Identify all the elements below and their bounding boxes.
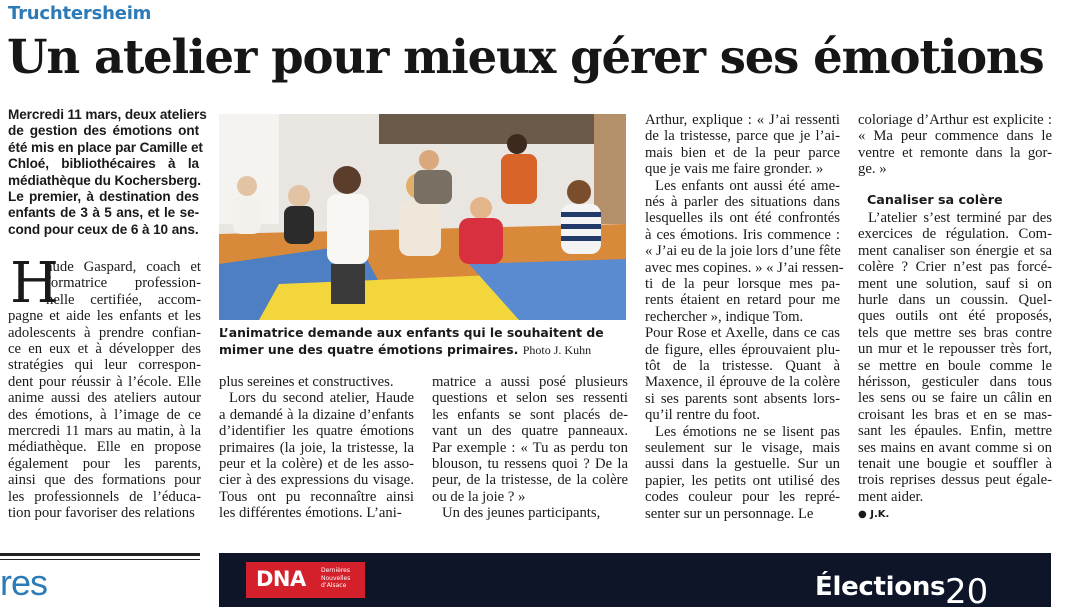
text-line: les enfants se sont placés de- bbox=[432, 406, 628, 423]
section-subhead: Canaliser sa colère bbox=[867, 192, 1003, 207]
text-line: aussi dans la gestuelle. Sur un bbox=[645, 456, 840, 473]
text-line: Un des jeunes participants, bbox=[442, 505, 601, 522]
text-line: Les enfants ont aussi été ame- bbox=[655, 177, 840, 194]
text-line: les professionnels de l’éduca- bbox=[8, 488, 201, 505]
divider-rule-thin bbox=[0, 559, 200, 560]
text-line: senter sur un personnage. Le bbox=[645, 505, 814, 522]
text-line: L’atelier s’est terminé par des bbox=[868, 210, 1052, 226]
signature-text: J.K. bbox=[870, 509, 890, 520]
text-line: stratégies qui leur correspon- bbox=[8, 357, 201, 374]
text-line: médiathèque. Elle en propose bbox=[8, 439, 201, 456]
text-line: primaires (la joie, la tristesse, la bbox=[219, 439, 414, 456]
text-line: Les émotions ne se lisent pas bbox=[655, 423, 840, 440]
text-line: pagne et aide les enfants et les bbox=[8, 308, 201, 325]
text-line: tion pour favoriser des relations bbox=[8, 505, 195, 521]
text-line: ment canaliser son énergie et sa bbox=[858, 242, 1052, 259]
text-line: ventre et remonte dans la gor- bbox=[858, 144, 1052, 161]
photo-credit: Photo J. Kuhn bbox=[522, 343, 592, 357]
text-line: exercices de régulation. Com- bbox=[858, 226, 1052, 243]
author-signature: ● J.K. bbox=[858, 509, 890, 520]
dna-logo-text: DNA bbox=[256, 567, 306, 591]
text-line: Mercredi 11 mars, deux ateliers bbox=[8, 107, 207, 122]
text-line: coloriage d’Arthur est explicite : bbox=[858, 112, 1052, 128]
text-line: mais bien et de la peur parce bbox=[645, 144, 840, 161]
text-line: Tous ont pu reconnaître ainsi bbox=[219, 488, 414, 505]
text-line: ment une solution, sauf si on bbox=[858, 275, 1052, 292]
text-line: « J’ai eu de la joie lors d’une fête bbox=[645, 243, 841, 260]
text-line: formatrice profession- bbox=[46, 275, 201, 292]
text-line: questions et selon ses ressenti bbox=[432, 390, 628, 407]
text-line: à ces émotions. Iris commence : bbox=[645, 226, 840, 243]
text-line: aude Gaspard, coach et bbox=[46, 259, 201, 275]
photo-caption bbox=[219, 324, 629, 359]
text-line: trois reprises dessus peut égale- bbox=[858, 472, 1052, 489]
text-line: tenait une bougie et souffler à bbox=[858, 456, 1052, 472]
text-line: plus sereines et constructives. bbox=[219, 374, 394, 390]
text-line: ses mains en avant comme si on bbox=[858, 439, 1052, 456]
text-line: ce en eux et à développer des bbox=[8, 341, 201, 357]
text-line: a demandé à la dizaine d’enfants bbox=[219, 406, 414, 423]
text-line: ainsi que des formations pour bbox=[8, 472, 201, 489]
text-line: croisant les bras et en se mas- bbox=[858, 406, 1052, 423]
text-line: dent pour réussir à l’école. Elle bbox=[8, 373, 201, 390]
text-line: de gestion des émotions ont bbox=[8, 123, 199, 139]
article-headline: Un atelier pour mieux gérer ses émotions bbox=[7, 29, 1044, 84]
text-line: les différentes émotions. L’ani- bbox=[219, 505, 402, 522]
elections-year: 20 bbox=[945, 572, 989, 612]
text-line: cier à des expressions du visage. bbox=[219, 472, 414, 489]
text-line: également pour les parents, bbox=[8, 455, 201, 472]
text-line: Le premier, à destination des bbox=[8, 189, 199, 204]
text-line: Arthur, explique : « J’ai ressenti bbox=[645, 112, 840, 128]
text-line: médiathèque du Kochersberg. bbox=[8, 172, 201, 188]
text-line: hurle dans un coussin. Quel- bbox=[858, 292, 1052, 308]
text-line: tels que mettre ses bras contre bbox=[858, 324, 1052, 341]
text-line: papier, les petits ont utilisé des bbox=[645, 472, 840, 489]
article-photo bbox=[219, 114, 626, 320]
text-line: seulement sur le visage, mais bbox=[645, 440, 840, 456]
text-line: se mettre en boule comme le bbox=[858, 357, 1052, 374]
text-line: que je vais me faire gronder. » bbox=[645, 161, 824, 178]
text-line: peur et la colère) et de les asso- bbox=[219, 456, 414, 472]
next-article-fragment: res bbox=[0, 562, 48, 603]
elections-label: Élections bbox=[815, 572, 946, 602]
text-line: de figure, elles éprouvaient plu- bbox=[645, 341, 840, 358]
text-line: Pour Rose et Axelle, dans ce cas bbox=[645, 325, 840, 342]
text-line: si ses parents sont absents lors- bbox=[645, 390, 840, 407]
text-line: « Ma peur commence dans le bbox=[858, 128, 1052, 145]
dna-sub-2: Nouvelles bbox=[321, 574, 351, 582]
text-line: rechercher », indique Tom. bbox=[645, 308, 804, 325]
dna-sub-1: Dernières bbox=[321, 567, 350, 574]
text-line: Chloé, bibliothécaires à la bbox=[8, 156, 199, 172]
text-line: cond pour ceux de 6 à 10 ans. bbox=[8, 221, 199, 237]
text-line: des émotions, à l’image de ce bbox=[8, 406, 201, 423]
dna-logo-subtitle bbox=[321, 567, 350, 590]
text-line: vant un des quatre panneaux. bbox=[432, 423, 628, 440]
text-line: nelle certifiée, accom- bbox=[46, 291, 201, 308]
text-line: enfants de 3 à 5 ans, et le se- bbox=[8, 205, 199, 221]
text-line: été mis en place par Camille et bbox=[8, 139, 203, 155]
divider-rule bbox=[0, 553, 200, 556]
text-line: Par exemple : « Tu as perdu ton bbox=[432, 439, 628, 456]
text-line: nés à parler des situations dans bbox=[645, 194, 840, 210]
text-line: codes couleur pour les repré- bbox=[645, 489, 840, 506]
text-line: rents étaient en retard pour me bbox=[645, 292, 840, 309]
text-line: tôt de la tristesse. Quant à bbox=[645, 358, 840, 374]
text-line: qu’il rentre du foot. bbox=[645, 407, 761, 424]
text-line: peur, de la tristesse, de la colère bbox=[432, 472, 628, 489]
text-line: un mur et le repousser très fort, bbox=[858, 341, 1052, 358]
text-line: Maxence, il éprouve de la colère bbox=[645, 374, 840, 391]
text-line: avec mes copines. » « J’ai ressen- bbox=[645, 259, 844, 276]
text-line: ment aider. bbox=[858, 488, 924, 505]
text-line: ou de la joie ? » bbox=[432, 488, 526, 505]
dna-sub-3: d’Alsace bbox=[321, 582, 347, 589]
children-workshop-illustration bbox=[219, 114, 626, 320]
text-line: lesquelles ils ont été confrontés bbox=[645, 210, 840, 227]
text-line: ge. » bbox=[858, 161, 887, 178]
text-line: Lors du second atelier, Haude bbox=[229, 390, 414, 407]
text-line: sant les épaules. Enfin, mettre bbox=[858, 423, 1052, 440]
text-line: colère ? Crier n’est pas forcé- bbox=[858, 259, 1052, 276]
text-line: matrice a aussi posé plusieurs bbox=[432, 374, 628, 390]
caption-text: L’animatrice demande aux enfants qui le souhaitent de mimer une des quatre émotions primaires. bbox=[219, 325, 604, 357]
text-line: mercredi 11 mars au matin, à la bbox=[8, 423, 201, 439]
text-line: d’identifier les quatre émotions bbox=[219, 423, 414, 440]
section-kicker: Truchtersheim bbox=[8, 3, 152, 24]
text-line: hérisson, gesticuler dans tous bbox=[858, 374, 1052, 390]
text-line: ti de la peur lorsque mes pa- bbox=[645, 276, 840, 292]
text-line: anime aussi des ateliers autour bbox=[8, 390, 201, 407]
text-line: blouson, tu ressens quoi ? De la bbox=[432, 456, 628, 472]
text-line: les sens ou se faire un câlin en bbox=[858, 390, 1052, 407]
text-line: ques outils ont été proposés, bbox=[858, 308, 1052, 325]
text-line: de la tristesse, parce que je l’ai- bbox=[645, 128, 840, 145]
text-line: adolescents à prendre confian- bbox=[8, 324, 201, 341]
dropcap-letter: H bbox=[10, 251, 59, 316]
